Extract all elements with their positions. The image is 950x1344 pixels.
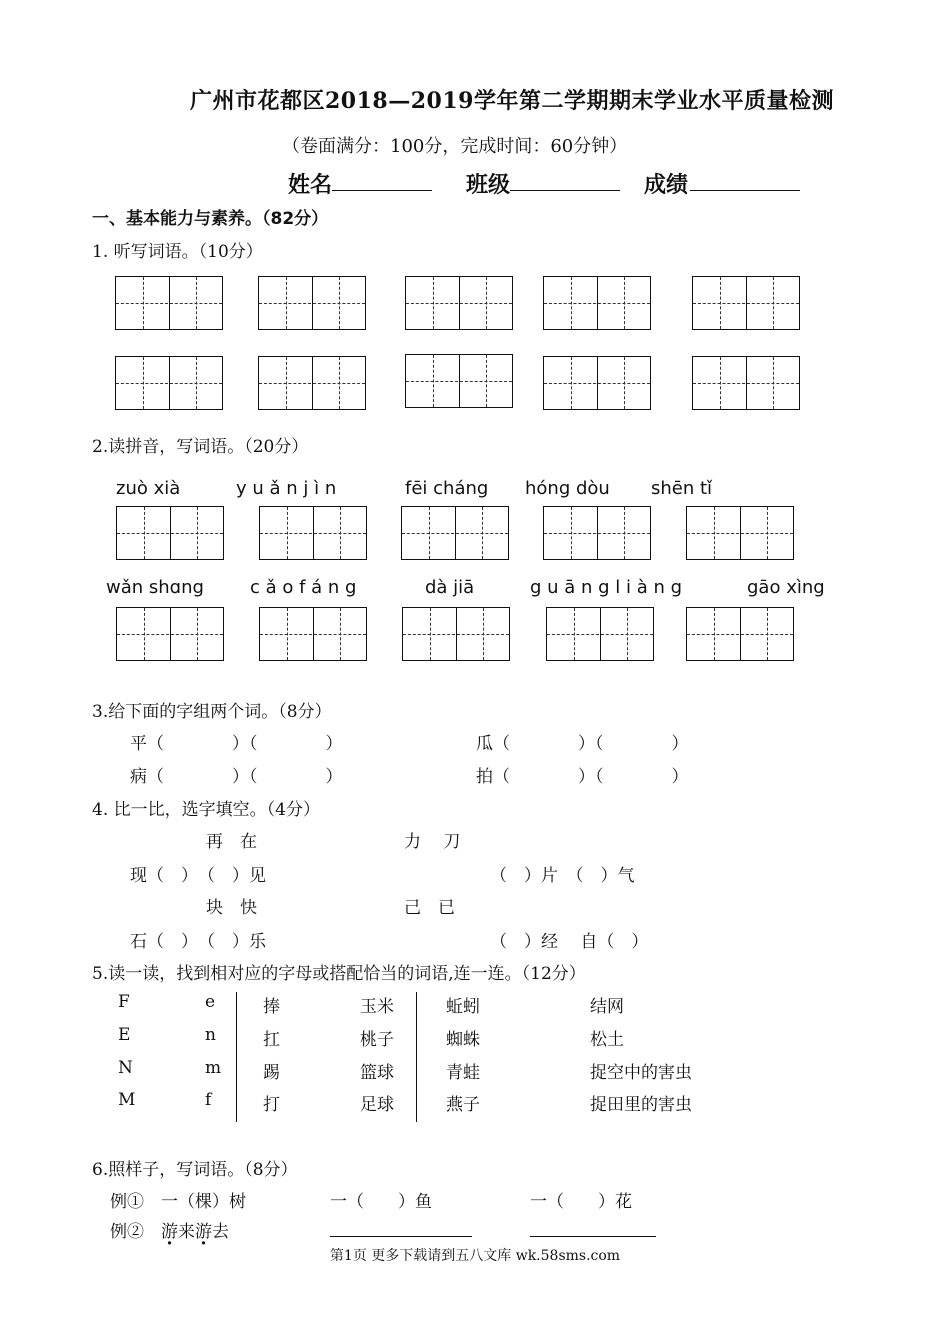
divider	[416, 992, 417, 1122]
char-pair: 再 在	[206, 832, 257, 852]
fill-blank[interactable]: （ ）片 （ ）气	[490, 866, 635, 886]
question-4-label: 4. 比一比，选字填空。（4分）	[92, 800, 320, 820]
question-3-label: 3.给下面的字组两个词。（8分）	[92, 702, 332, 722]
pinyin: g u ā n g l i à n g	[530, 577, 683, 598]
match-item[interactable]: M	[118, 1090, 136, 1110]
word-item[interactable]: 瓜（ ）（ ）	[476, 734, 689, 754]
writing-box[interactable]	[686, 506, 794, 560]
example-1: 例① 一（棵）树	[110, 1192, 246, 1212]
score-blank[interactable]	[690, 190, 800, 191]
word-item[interactable]: 病（ ）（ ）	[130, 767, 343, 787]
match-item[interactable]: 结网	[590, 997, 624, 1017]
word-item[interactable]: 拍（ ）（ ）	[476, 767, 689, 787]
example-2-prefix: 例②	[110, 1222, 161, 1242]
example-char: 去	[212, 1222, 229, 1242]
class-label: 班级	[466, 173, 511, 198]
writing-box[interactable]	[686, 607, 794, 661]
question-1-label: 1. 听写词语。（10分）	[92, 242, 263, 262]
match-item[interactable]: f	[205, 1090, 212, 1110]
page-title: 广州市花都区2018—2019学年第二学期期末学业水平质量检测	[190, 88, 834, 114]
match-item[interactable]: 蚯蚓	[446, 997, 480, 1017]
char-pair: 力 刀	[404, 832, 461, 852]
match-item[interactable]: 燕子	[446, 1095, 480, 1115]
match-item[interactable]: m	[205, 1058, 222, 1078]
writing-box[interactable]	[692, 276, 800, 330]
writing-box[interactable]	[546, 607, 654, 661]
writing-box[interactable]	[401, 506, 509, 560]
char-pair: 块 快	[206, 898, 257, 918]
writing-box[interactable]	[115, 276, 223, 330]
question-6-label: 6.照样子，写词语。（8分）	[92, 1160, 298, 1180]
writing-box[interactable]	[116, 506, 224, 560]
fill-blank[interactable]: 现（ ） （ ）见	[130, 866, 266, 886]
match-item[interactable]: 青蛙	[446, 1063, 480, 1083]
writing-box[interactable]	[543, 506, 651, 560]
writing-box[interactable]	[258, 356, 366, 410]
pinyin: hóng dòu	[525, 478, 610, 499]
fill-blank[interactable]: （ ）经 自（ ）	[490, 932, 649, 952]
word-item[interactable]: 平（ ）（ ）	[130, 734, 343, 754]
match-item[interactable]: E	[118, 1025, 131, 1045]
match-item[interactable]: n	[205, 1025, 216, 1045]
match-item[interactable]: F	[118, 992, 130, 1012]
match-item[interactable]: 踢	[263, 1063, 280, 1083]
emphasized-char: 游	[195, 1222, 212, 1242]
match-item[interactable]: e	[205, 992, 216, 1012]
fill-blank[interactable]: 石（ ） （ ）乐	[130, 932, 266, 952]
writing-box[interactable]	[543, 276, 651, 330]
match-item[interactable]: 蜘蛛	[446, 1030, 480, 1050]
question-2-label: 2.读拼音，写词语。（20分）	[92, 437, 309, 457]
divider	[236, 992, 237, 1122]
match-item[interactable]: 打	[263, 1095, 280, 1115]
match-item[interactable]: 捉田里的害虫	[590, 1095, 692, 1115]
writing-box[interactable]	[259, 607, 367, 661]
writing-box[interactable]	[692, 356, 800, 410]
class-blank[interactable]	[510, 190, 620, 191]
writing-box[interactable]	[543, 356, 651, 410]
pinyin: gāo xìng	[747, 577, 825, 598]
char-pair: 己 已	[404, 898, 455, 918]
writing-box[interactable]	[116, 607, 224, 661]
example-2	[110, 1217, 229, 1242]
name-label: 姓名	[288, 173, 333, 198]
match-item[interactable]: 玉米	[360, 997, 394, 1017]
writing-box[interactable]	[115, 356, 223, 410]
pinyin: dà jiā	[425, 577, 475, 598]
emphasized-char: 游	[161, 1222, 178, 1242]
pinyin: y u ǎ n j ì n	[236, 478, 337, 499]
section-heading: 一、基本能力与素养。（82分）	[92, 209, 329, 229]
match-item[interactable]: 扛	[263, 1030, 280, 1050]
match-item[interactable]: 捉空中的害虫	[590, 1063, 692, 1083]
match-item[interactable]: 桃子	[360, 1030, 394, 1050]
pinyin: zuò xià	[116, 478, 181, 499]
pinyin: wǎn shɑng	[106, 577, 204, 598]
writing-box[interactable]	[259, 506, 367, 560]
fill-blank[interactable]: 一（ ）花	[530, 1192, 632, 1212]
score-label: 成绩	[644, 173, 689, 198]
pinyin: c ǎ o f á n g	[250, 577, 357, 598]
match-item[interactable]: 捧	[263, 997, 280, 1017]
writing-box[interactable]	[402, 607, 510, 661]
writing-box[interactable]	[405, 276, 513, 330]
example-char: 来	[178, 1222, 195, 1242]
name-blank[interactable]	[332, 190, 432, 191]
answer-line[interactable]	[330, 1236, 472, 1237]
answer-line[interactable]	[530, 1236, 656, 1237]
writing-box[interactable]	[258, 276, 366, 330]
match-item[interactable]: 松土	[590, 1030, 624, 1050]
writing-box[interactable]	[405, 354, 513, 408]
match-item[interactable]: 篮球	[360, 1063, 394, 1083]
match-item[interactable]: N	[118, 1058, 133, 1078]
match-item[interactable]: 足球	[360, 1095, 394, 1115]
exam-info: （卷面满分：100分，完成时间：60分钟）	[282, 136, 628, 157]
fill-blank[interactable]: 一（ ）鱼	[330, 1192, 432, 1212]
pinyin: fēi cháng	[405, 478, 489, 499]
question-5-label: 5.读一读，找到相对应的字母或搭配恰当的词语,连一连。（12分）	[92, 964, 586, 984]
page-footer: 第1页 更多下载请到五八文库 wk.58sms.com	[329, 1248, 621, 1264]
pinyin: shēn tǐ	[651, 478, 713, 499]
